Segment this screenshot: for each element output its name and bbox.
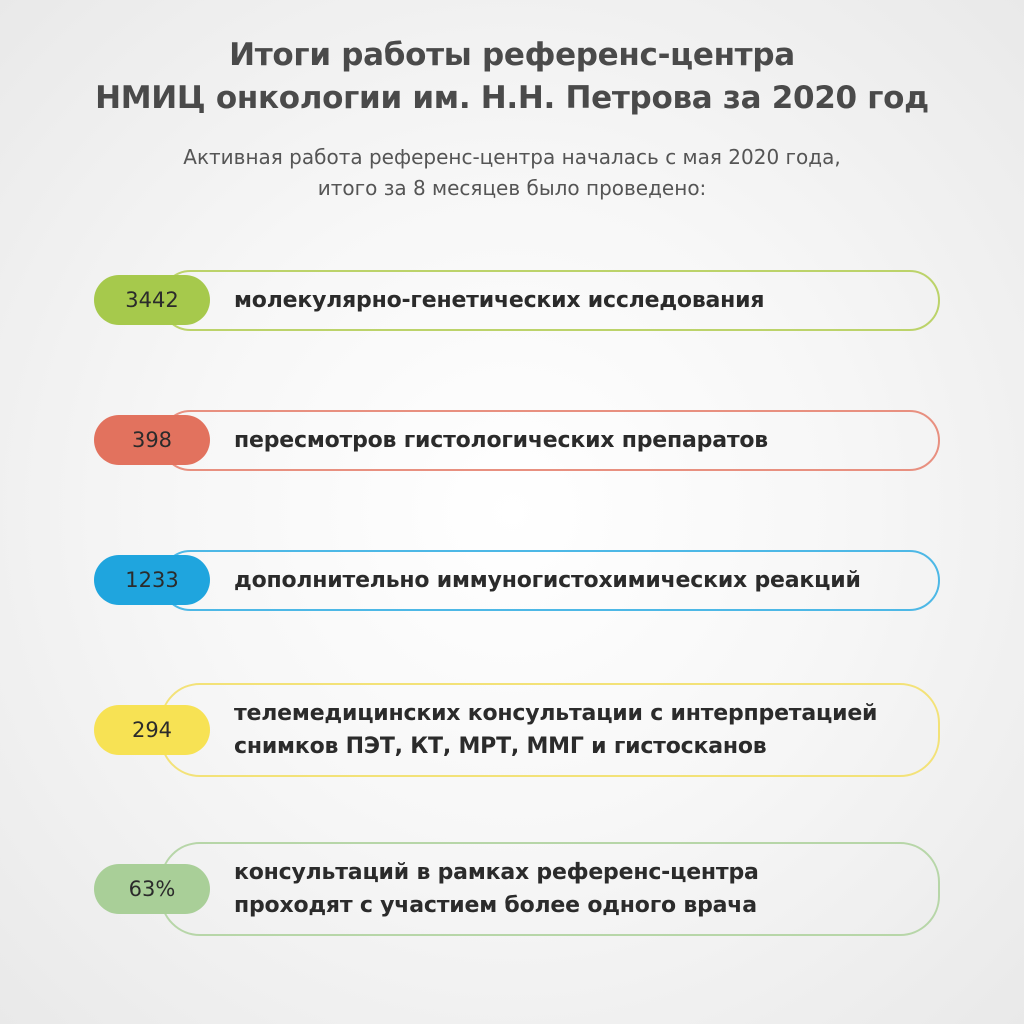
- stat-label: [234, 697, 930, 763]
- stat-label: [234, 284, 930, 317]
- stat-value-badge: 3442: [94, 275, 210, 325]
- stat-label: [234, 424, 930, 457]
- stat-multi-doctor: [94, 842, 940, 936]
- stat-value-badge: 1233: [94, 555, 210, 605]
- title-line-2: НМИЦ онкологии им. Н.Н. Петрова за 2020 год: [95, 80, 929, 116]
- stat-label-line-1: телемедицинских консультации с интерпретацией: [234, 701, 878, 726]
- stat-value-badge: 63%: [94, 864, 210, 914]
- stat-label-line-1: консультаций в рамках референс-центра: [234, 860, 759, 885]
- stat-immunohistochemical: [94, 550, 940, 611]
- stat-label-line-1: пересмотров гистологических препаратов: [234, 428, 769, 453]
- stat-label: [234, 856, 930, 922]
- subtitle-line-1: Активная работа референс-центра началась с мая 2020 года,: [183, 145, 841, 169]
- stat-telemedicine: [94, 683, 940, 777]
- stat-label-line-2: проходят с участием более одного врача: [234, 893, 757, 918]
- page-title: [0, 34, 1024, 120]
- stat-value-badge: 294: [94, 705, 210, 755]
- stat-label-line-1: дополнительно иммуногистохимических реакций: [234, 568, 861, 593]
- stat-value-badge: 398: [94, 415, 210, 465]
- subtitle-line-2: итого за 8 месяцев было проведено:: [317, 176, 707, 200]
- stat-label: [234, 564, 930, 597]
- stat-label-line-1: молекулярно-генетических исследования: [234, 288, 765, 313]
- stat-label-line-2: снимков ПЭТ, КТ, МРТ, ММГ и гистосканов: [234, 734, 767, 759]
- stat-molecular-genetic: [94, 270, 940, 331]
- page-subtitle: [0, 142, 1024, 204]
- title-line-1: Итоги работы референс-центра: [229, 37, 795, 73]
- stat-histology-reviews: [94, 410, 940, 471]
